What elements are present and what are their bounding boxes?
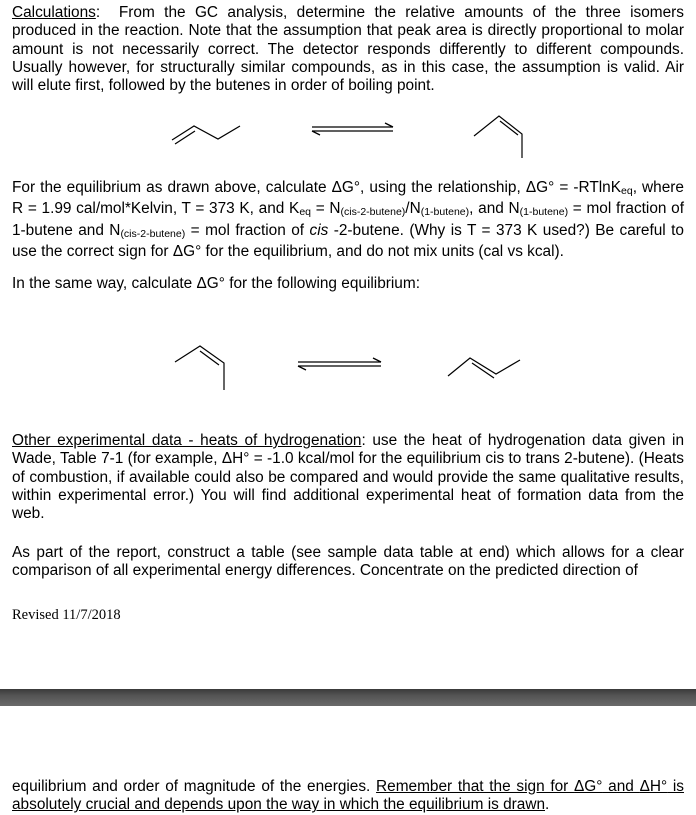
eq-text-2: , using the relationship, xyxy=(360,179,526,196)
delta-g-symbol: ΔG° xyxy=(331,179,361,196)
equilibrium-scheme-2 xyxy=(0,340,696,400)
continuation-paragraph xyxy=(12,778,684,815)
page-break-divider xyxy=(0,689,696,706)
continuation-underline-1: Remember that the sign for xyxy=(376,778,575,795)
cis-subscript: (cis-2-butene) xyxy=(340,206,406,219)
eq-text-5: = N xyxy=(311,200,341,218)
equilibrium-arrow xyxy=(312,123,393,135)
continuation-text-1: equilibrium and order of magnitude of the energies. xyxy=(12,778,377,795)
keq-subscript: eq xyxy=(299,206,311,219)
eq-text-6: /N xyxy=(405,200,421,218)
revised-date: Revised 11/7/2018 xyxy=(12,607,121,623)
1-butene-structure xyxy=(172,126,240,144)
other-data-paragraph xyxy=(12,432,684,523)
1-butene-subscript: (1-butene) xyxy=(519,206,569,219)
delta-h-symbol: ΔH° xyxy=(221,450,250,468)
continuation-text-2: . xyxy=(545,796,550,814)
1-butene-subscript: (1-butene) xyxy=(420,206,470,219)
equilibrium-arrow xyxy=(298,358,381,370)
eq-text-4: , where R = 1.99 cal/mol*Kelvin, T = 373 K, and K xyxy=(12,179,684,218)
eq-text-3: = -RTlnK xyxy=(554,179,622,196)
cis-italic: cis xyxy=(309,221,329,239)
eq-text-10: -2-butene. (Why is T = 373 K used?) Be careful to use the correct sign for xyxy=(12,221,684,260)
report-text: As part of the report, construct a table (see sample data table at end) which allows for a clear comparison of all experimental energy differences. Concentrate on the predicted direction of xyxy=(12,544,684,580)
delta-g-symbol: ΔG° xyxy=(196,275,225,292)
calculations-heading: Calculations xyxy=(12,4,96,21)
equilibrium-scheme-1 xyxy=(0,106,696,166)
delta-g-symbol: ΔG° xyxy=(172,242,202,260)
eq-text-8: = mol fraction of 1-butene and N xyxy=(12,200,684,239)
continuation-underline-2: and xyxy=(602,778,640,795)
eq-text-1: For the equilibrium as drawn above, calculate xyxy=(12,179,332,196)
report-paragraph xyxy=(12,544,684,581)
delta-h-symbol: ΔH° xyxy=(639,778,668,795)
same-way-paragraph xyxy=(12,275,684,293)
eq-text-11: for the equilibrium, and do not mix units (cal vs kcal). xyxy=(201,242,564,260)
delta-g-symbol: ΔG° xyxy=(574,778,603,795)
delta-g-symbol: ΔG° xyxy=(525,179,555,196)
keq-subscript: eq xyxy=(621,185,633,197)
cis-2-butene-structure xyxy=(175,346,224,390)
other-text-1: : use the heat of hydrogenation data given in Wade, Table 7-1 (for example, xyxy=(12,432,684,468)
same-way-text-2: for the following equilibrium: xyxy=(224,275,420,292)
equilibrium-paragraph xyxy=(12,179,684,261)
continuation-underline-3: is absolutely crucial and depends upon the way in which the equilibrium is drawn xyxy=(12,778,684,814)
calculations-paragraph: Calculations: From the GC analysis, determine the relative amounts of the three isomers produced in the reaction. Note that the assumption that peak area is directly proportional to molar amount is not necessarily correct. The detector responds differently to different compounds. Usually however, for structurally similar compounds, as in this case, the assumption is valid. Air will elute first, followed by the butenes in order of boiling point. xyxy=(12,4,685,95)
eq-text-7: , and N xyxy=(469,200,520,218)
calculations-text: From the GC analysis, determine the relative amounts of the three isomers produced in the reaction. Note that the assumption that peak area is directly proportional to molar amount is not necessarily correct. The detector responds differently to different compounds. Usually however, for structurally similar compounds, as in this case, the assumption is valid. Air will elute first, followed by the butenes in order of boiling point. xyxy=(12,4,685,95)
same-way-text-1: In the same way, calculate xyxy=(12,275,197,292)
trans-2-butene-structure xyxy=(448,358,520,378)
cis-2-butene-structure xyxy=(474,116,522,158)
other-data-heading: Other experimental data - heats of hydrogenation xyxy=(12,432,362,449)
eq-text-9: = mol fraction of xyxy=(185,221,310,239)
cis-subscript: (cis-2-butene) xyxy=(120,227,186,240)
other-text-2: = -1.0 kcal/mol for the equilibrium cis to trans 2-butene). (Heats of combustion, if available could also be compared and would provide the same qualitative results, within experimental error.) You will find additional experimental heat of formation data from the web. xyxy=(12,450,684,523)
